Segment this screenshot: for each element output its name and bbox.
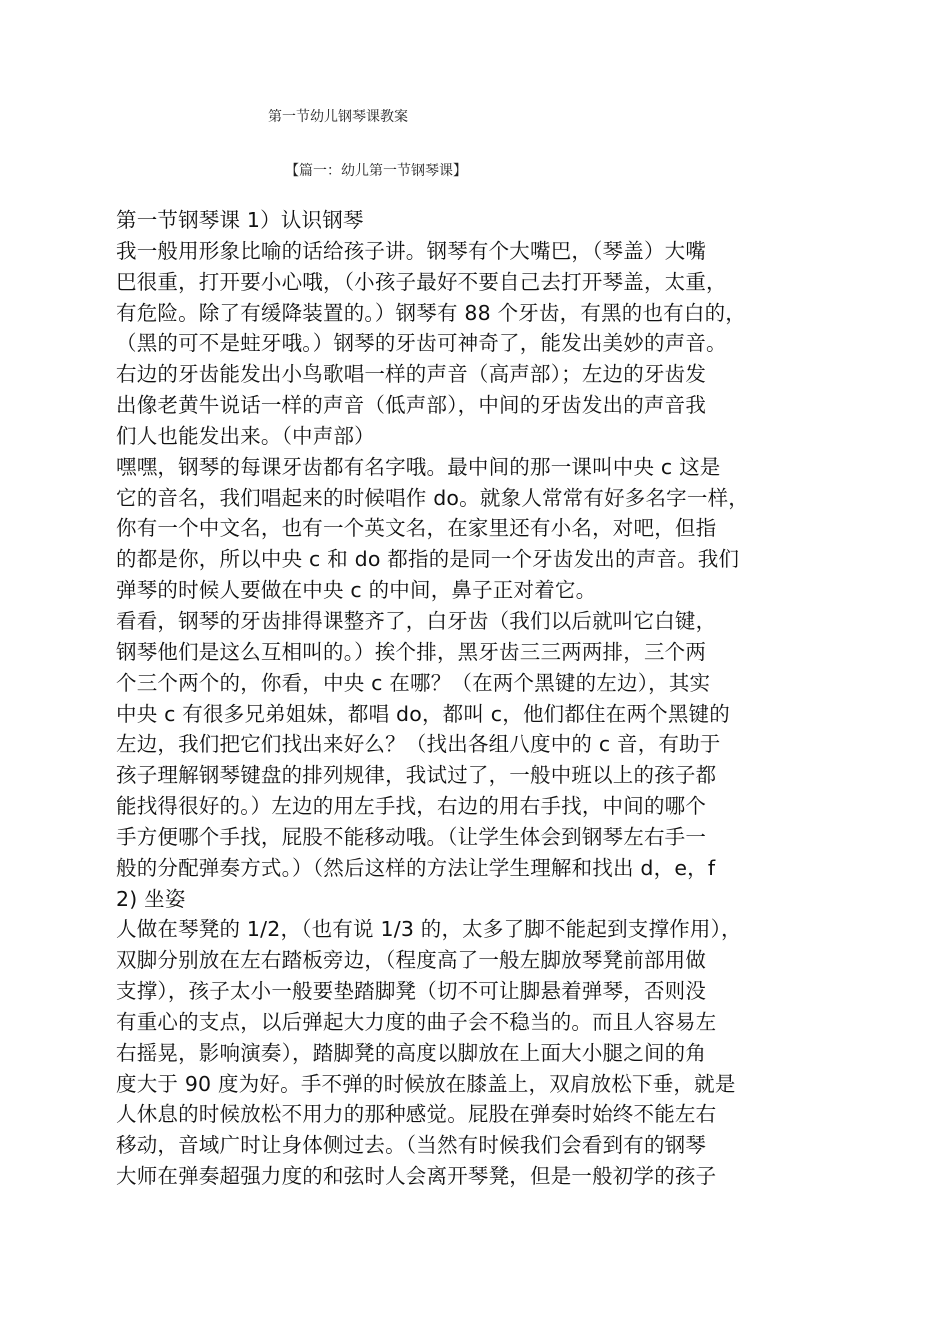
body-line: 我一般用形象比喻的话给孩子讲。钢琴有个大嘴巴，（琴盖）大嘴: [116, 238, 707, 263]
body-line: 嘿嘿，钢琴的每课牙齿都有名字哦。最中间的那一课叫中央 c 这是: [116, 454, 721, 479]
body-line: 人做在琴凳的 1/2，（也有说 1/3 的，太多了脚不能起到支撑作用），: [116, 917, 742, 942]
body-line: 的都是你，所以中央 c 和 do 都指的是同一个牙齿发出的声音。我们: [116, 547, 740, 572]
body-line: 钢琴他们是这么互相叫的。）挨个排，黑牙齿三三两两排，三个两: [116, 639, 707, 664]
body-line: 弹琴的时候人要做在中央 c 的中间，鼻子正对着它。: [116, 578, 597, 603]
body-line: 你有一个中文名，也有一个英文名，在家里还有小名，对吧，但指: [116, 516, 717, 541]
document-body: [116, 205, 856, 1192]
body-line: 中央 c 有很多兄弟姐妹，都唱 do，都叫 c，他们都住在两个黑键的: [116, 701, 730, 726]
body-line: 移动，音域广时让身体侧过去。（当然有时候我们会看到有的钢琴: [116, 1133, 707, 1158]
body-line: 手方便哪个手找，屁股不能移动哦。（让学生体会到钢琴左右手一: [116, 824, 707, 849]
body-line: 们人也能发出来。（中声部）: [116, 423, 375, 448]
body-line: 右边的牙齿能发出小鸟歌唱一样的声音（高声部）；左边的牙齿发: [116, 362, 707, 387]
section-heading-posture: 2) 坐姿: [116, 886, 186, 911]
body-line: （黑的可不是蛀牙哦。）钢琴的牙齿可神奇了，能发出美妙的声音。: [116, 331, 727, 356]
body-line: 看看，钢琴的牙齿排得课整齐了，白牙齿（我们以后就叫它白键，: [116, 608, 717, 633]
body-line: 度大于 90 度为好。手不弹的时候放在膝盖上，双肩放松下垂，就是: [116, 1071, 736, 1096]
body-line: 孩子理解钢琴键盘的排列规律，我试过了，一般中班以上的孩子都: [116, 763, 717, 788]
body-line: 大师在弹奏超强力度的和弦时人会离开琴凳，但是一般初学的孩子: [116, 1164, 717, 1189]
body-line: 能找得很好的。）左边的用左手找，右边的用右手找，中间的哪个: [116, 794, 707, 819]
body-line: 巴很重，打开要小心哦，（小孩子最好不要自己去打开琴盖，太重，: [116, 269, 727, 294]
body-line: 个三个两个的，你看，中央 c 在哪？（在两个黑键的左边），其实: [116, 670, 711, 695]
body-line: 左边，我们把它们找出来好么？（找出各组八度中的 c 音，有助于: [116, 732, 721, 757]
body-line: 人休息的时候放松不用力的那种感觉。屁股在弹奏时始终不能左右: [116, 1102, 717, 1127]
body-line: 般的分配弹奏方式。）（然后这样的方法让学生理解和找出 d，e，f: [116, 855, 716, 880]
body-line: 有危险。除了有缓降装置的。）钢琴有 88 个牙齿，有黑的也有白的，: [116, 300, 746, 325]
body-line: 出像老黄牛说话一样的声音（低声部），中间的牙齿发出的声音我: [116, 393, 707, 418]
body-line: 有重心的支点，以后弹起大力度的曲子会不稳当的。而且人容易左: [116, 1009, 717, 1034]
body-line: 支撑），孩子太小一般要垫踏脚凳（切不可让脚悬着弹琴，否则没: [116, 979, 707, 1004]
document-subtitle: 【篇一：幼儿第一节钢琴课】: [285, 163, 467, 179]
body-line: 它的音名，我们唱起来的时候唱作 do。就象人常常有好多名字一样，: [116, 485, 749, 510]
body-line: 右摇晃，影响演奏），踏脚凳的高度以脚放在上面大小腿之间的角: [116, 1040, 707, 1065]
section-heading-piano: 第一节钢琴课 1）认识钢琴: [116, 208, 364, 232]
document-title: 第一节幼儿钢琴课教案: [268, 109, 408, 125]
body-line: 双脚分别放在左右踏板旁边，（程度高了一般左脚放琴凳前部用做: [116, 948, 707, 973]
